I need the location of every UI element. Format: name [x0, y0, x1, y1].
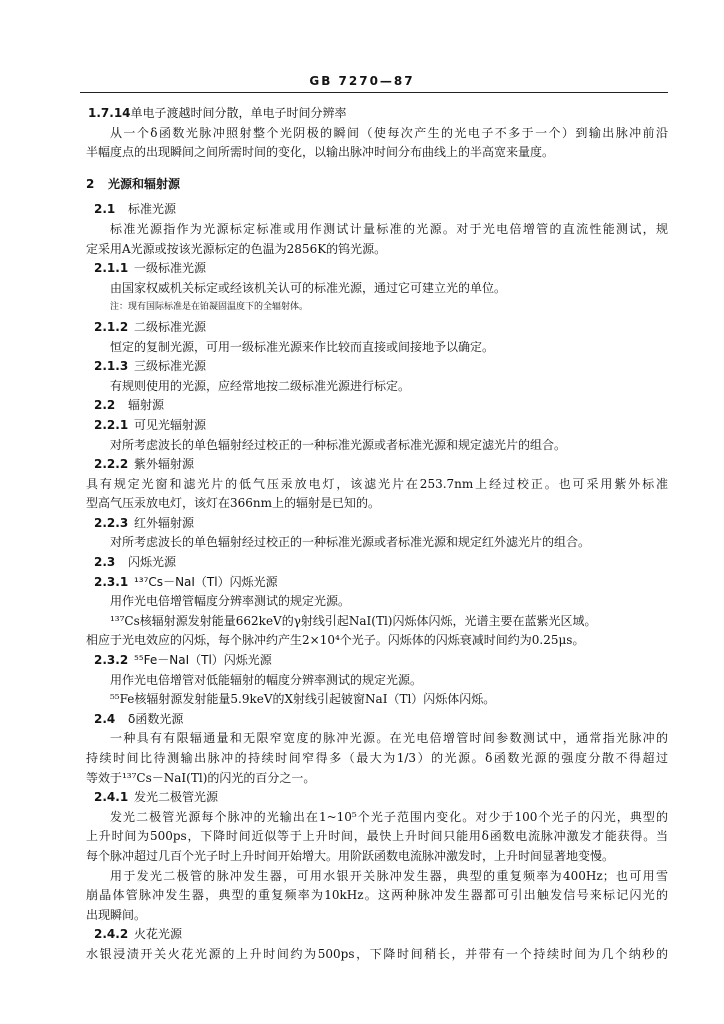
clause-title: 红外辐射源	[134, 515, 195, 530]
paragraph-line: 上升时间为500ps，下降时间近似等于上升时间，最快上升时间只能用δ函数电流脉冲激发才能获得。当	[86, 829, 668, 844]
paragraph-line: 一种具有有限辐通量和无限窄宽度的脉冲光源。在光电倍增管时间参数测试中，通常指光脉冲的	[110, 731, 668, 746]
header-rule	[80, 92, 668, 93]
clause-number: 2.2.2	[94, 457, 129, 472]
section-title: 光源和辐射源	[108, 176, 181, 191]
section-number: 2	[86, 176, 95, 191]
paragraph-line: 标准光源指作为光源标定标准或用作测试计量标准的光源。对于光电倍增管的直流性能测试，规	[110, 221, 668, 236]
clause-number: 2.3.2	[94, 653, 129, 668]
paragraph-line: 有规则使用的光源，应经常地按二级标准光源进行标定。	[110, 378, 411, 393]
paragraph-line: 崩晶体管脉冲发生器，典型的重复频率为10kHz。这两种脉冲发生器都可引出触发信号来标记闪光的	[86, 888, 668, 903]
clause-2-3-heading	[86, 553, 668, 573]
clause-2-1-2-heading	[86, 318, 668, 338]
clause-number: 2.3	[94, 555, 116, 570]
clause-title: 可见光辐射源	[134, 417, 207, 432]
clause-number: 2.4.2	[94, 927, 129, 942]
clause-number: 2.1.1	[94, 261, 129, 276]
clause-2-4-1-heading	[86, 788, 668, 808]
clause-title: 三级标准光源	[134, 359, 207, 374]
clause-number: 2.1.2	[94, 319, 129, 334]
clause-title: 单电子渡越时间分散，单电子时间分辨率	[130, 106, 347, 120]
paragraph-line: ¹³⁷Cs核辐射源发射能量662keV的γ射线引起NaI(Tl)闪烁体闪烁，光谱主要在蓝紫光区域。	[110, 613, 597, 628]
clause-number: 2.2.3	[94, 515, 129, 530]
paragraph-line: 恒定的复制光源，可用一级标准光源来作比较而直接或间接地予以确定。	[110, 339, 495, 354]
clause-title: 闪烁光源	[128, 555, 177, 570]
clause-title: 一级标准光源	[134, 261, 207, 276]
clause-number: 2.1.3	[94, 359, 129, 374]
paragraph-line: 从一个δ函数光脉冲照射整个光阴极的瞬间（使每次产生的光电子不多于一个）到输出脉冲前沿	[110, 125, 668, 140]
paragraph-line: 用作光电倍增管对低能辐射的幅度分辨率测试的规定光源。	[110, 672, 423, 687]
paragraph-line: 半幅度点的出现瞬间之间所需时间的变化，以输出脉冲时间分布曲线上的半高宽来量度。	[86, 145, 555, 160]
clause-2-4-2-heading	[86, 925, 668, 945]
paragraph-line: 出现瞬间。	[86, 907, 147, 922]
clause-title: 辐射源	[128, 398, 165, 413]
clause-2-3-2-heading	[86, 651, 668, 671]
paragraph-line: 型高气压汞放电灯，该灯在366nm上的辐射是已知的。	[86, 496, 381, 511]
paragraph-line: 等效于¹³⁷Cs－NaI(Tl)的闪光的百分之一。	[86, 770, 316, 785]
clause-number: 2.2.1	[94, 417, 129, 432]
paragraph-line: 对所考虑波长的单色辐射经过校正的一种标准光源或者标准光源和规定滤光片的组合。	[110, 437, 567, 452]
paragraph-line: 由国家权威机关标定或经该机关认可的标准光源，通过它可建立光的单位。	[110, 280, 507, 295]
document-body	[86, 104, 668, 965]
clause-title: δ函数光源	[128, 711, 184, 726]
paragraph-line: 持续时间比待测输出脉冲的持续时间窄得多（最大为1/3）的光源。δ函数光源的强度分散不得超过	[86, 751, 668, 765]
standard-code-header: GB 7270—87	[309, 74, 415, 88]
paragraph-line: 每个脉冲超过几百个光子时上升时间开始增大。用阶跃函数电流脉冲激发时，上升时间显著地变慢。	[86, 848, 615, 863]
clause-2-4-heading	[86, 710, 668, 730]
paragraph-line: 用于发光二极管的脉冲发生器，可用水银开关脉冲发生器，典型的重复频率为400Hz；也可用雪	[110, 868, 668, 883]
clause-number: 2.4	[94, 711, 116, 726]
paragraph-line: 对所考虑波长的单色辐射经过校正的一种标准光源或者标准光源和规定红外滤光片的组合。	[110, 535, 591, 550]
paragraph-line: 水银浸渍开关火花光源的上升时间约为500ps，下降时间稍长，并带有一个持续时间为几个纳秒的	[86, 946, 668, 961]
clause-title: 火花光源	[134, 927, 183, 942]
note-line: 注：现有国际标准是在铂凝固温度下的全辐射体。	[110, 302, 309, 313]
clause-2-2-heading	[86, 396, 668, 416]
paragraph-line: 用作光电倍增管幅度分辨率测试的规定光源。	[110, 594, 351, 609]
clause-title: 发光二极管光源	[134, 790, 219, 805]
clause-number: 1.7.14	[88, 106, 131, 120]
clause-title: 标准光源	[128, 202, 177, 217]
clause-title: ⁵⁵Fe－NaI（Tl）闪烁光源	[134, 653, 272, 668]
clause-number: 2.1	[94, 202, 116, 217]
clause-2-1-heading	[86, 200, 668, 220]
paragraph-line: ⁵⁵Fe核辐射源发射能量5.9keV的X射线引起铍窗NaI（Tl）闪烁体闪烁。	[110, 692, 496, 707]
section-2-heading	[86, 175, 668, 195]
clause-number: 2.3.1	[94, 574, 129, 589]
clause-2-2-2-heading	[86, 455, 668, 475]
clause-2-2-1-heading	[86, 416, 668, 436]
paragraph-line: 相应于光电效应的闪烁，每个脉冲约产生2×10⁴个光子。闪烁体的闪烁衰减时间约为0.25μs。	[86, 633, 585, 648]
paragraph-line: 定采用A光源或按该光源标定的色温为2856K的钨光源。	[86, 241, 387, 256]
clause-number: 2.4.1	[94, 790, 129, 805]
clause-1-7-14-heading	[86, 104, 668, 124]
clause-number: 2.2	[94, 398, 116, 413]
paragraph-line: 具有规定光窗和滤光片的低气压汞放电灯，该滤光片在253.7nm上经过校正。也可采用紫外标准	[86, 476, 668, 491]
clause-title: 二级标准光源	[134, 319, 207, 334]
clause-title: 紫外辐射源	[134, 457, 195, 472]
clause-title: ¹³⁷Cs－NaI（Tl）闪烁光源	[134, 574, 278, 589]
clause-2-2-3-heading	[86, 514, 668, 534]
clause-2-1-3-heading	[86, 357, 668, 377]
paragraph-line: 发光二极管光源每个脉冲的光输出在1~10⁵个光子范围内变化。对少于100个光子的闪光，典型的	[110, 809, 668, 824]
clause-2-1-1-heading	[86, 259, 668, 279]
clause-2-3-1-heading	[86, 573, 668, 593]
